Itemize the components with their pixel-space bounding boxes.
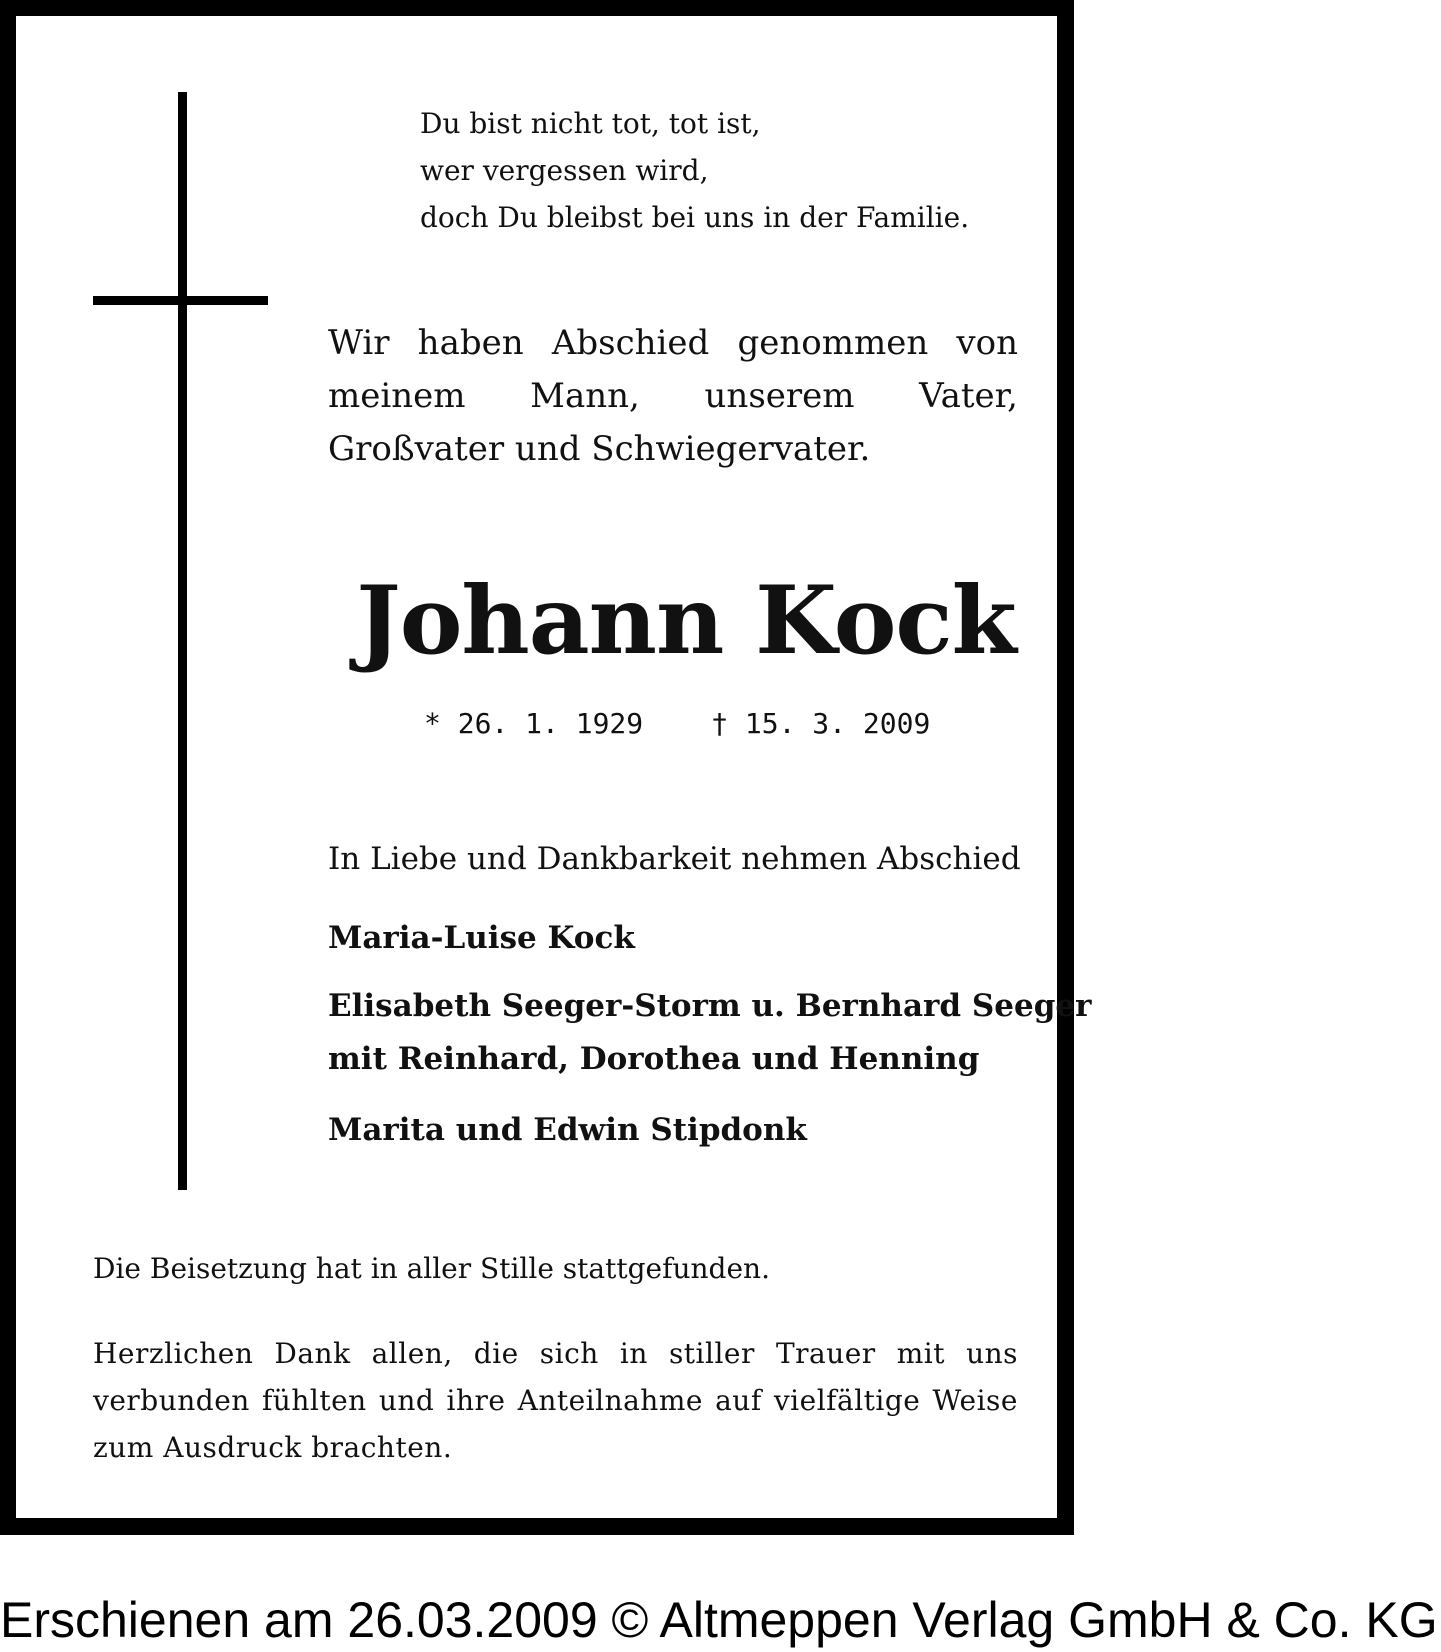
mourner-line: Elisabeth Seeger-Storm u. Bernhard Seeger — [328, 988, 1092, 1024]
death-date: † 15. 3. 2009 — [711, 707, 931, 740]
thanks-text: Herzlichen Dank allen, die sich in stiller Trauer mit uns verbunden fühlten und ihre Anteilnahme auf vielfältige Weise zum Ausdruck brachten. — [93, 1337, 1018, 1464]
funeral-note: Die Beisetzung hat in aller Stille stattgefunden. — [93, 1252, 770, 1285]
mourner-name: Marita und Edwin Stipdonk — [328, 1112, 807, 1148]
mourner-name — [328, 980, 1092, 1086]
farewell-intro: Wir haben Abschied genommen von meinem Mann, unserem Vater, Großvater und Schwiegervater. — [328, 323, 1018, 469]
poem-line: Du bist nicht tot, tot ist, — [420, 107, 761, 140]
deceased-name: Johann Kock — [356, 566, 1016, 676]
mourner-line: mit Reinhard, Dorothea und Henning — [328, 1041, 980, 1077]
poem-line: wer vergessen wird, — [420, 154, 709, 187]
poem — [420, 100, 969, 241]
publication-credit: Erschienen am 26.03.2009 © Altmeppen Verlag GmbH & Co. KG — [0, 1592, 1438, 1648]
birth-date: * 26. 1. 1929 — [424, 707, 644, 740]
mourners-intro: In Liebe und Dankbarkeit nehmen Abschied — [328, 841, 1021, 877]
cross-icon-vertical-bar — [178, 92, 187, 1190]
life-dates — [424, 704, 930, 744]
mourner-name: Maria-Luise Kock — [328, 920, 635, 956]
cross-icon-horizontal-bar — [93, 296, 268, 305]
poem-line: doch Du bleibst bei uns in der Familie. — [420, 201, 970, 234]
